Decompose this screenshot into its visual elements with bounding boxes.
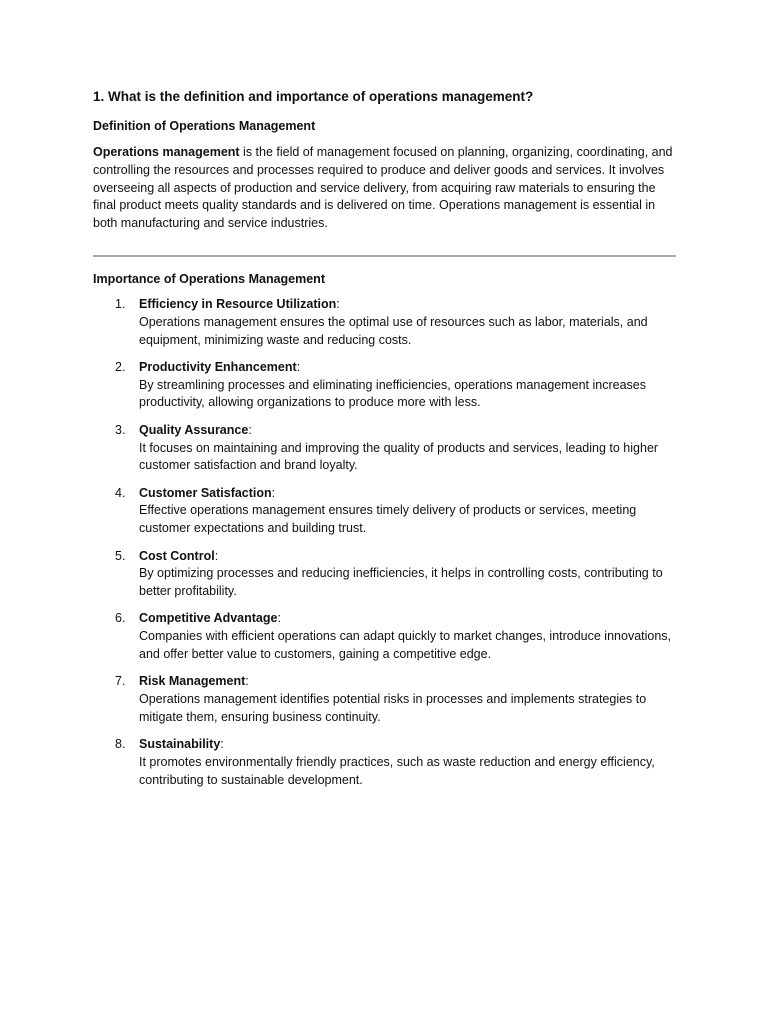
list-item-number: 1.: [115, 296, 126, 311]
list-item-description: It focuses on maintaining and improving the quality of products and services, leading to higher customer satisfaction and brand loyalty.: [139, 440, 659, 473]
list-item-title: Sustainability: [139, 737, 221, 752]
importance-list: [93, 296, 676, 790]
list-item-number: 5.: [115, 548, 126, 563]
list-item-title: Cost Control: [139, 548, 215, 563]
list-item-description: Effective operations management ensures timely delivery of products or services, meeting customer expectations and building trust.: [139, 503, 637, 536]
list-item-description: By streamlining processes and eliminating inefficiencies, operations management increases productivity, allowing organizations to produce more with less.: [139, 377, 646, 410]
list-item-description: Operations management ensures the optimal use of resources such as labor, materials, and equipment, minimizing waste and reducing costs.: [139, 314, 648, 347]
list-item-title: Customer Satisfaction: [139, 485, 272, 500]
list-item-number: 3.: [115, 422, 126, 437]
list-item-number: 8.: [115, 737, 126, 752]
list-item: 8. Sustainability: It promotes environmentally friendly practices, such as waste reduction and energy efficiency, contributing to sustainable development.: [93, 736, 676, 789]
section-divider: [93, 255, 676, 257]
list-item: 2. Productivity Enhancement: By streamlining processes and eliminating inefficiencies, operations management increases productivity, allowing organizations to produce more with less.: [93, 359, 676, 412]
list-item-description: Operations management identifies potential risks in processes and implements strategies to mitigate them, ensuring business continuity.: [139, 692, 647, 724]
list-item: 6. Competitive Advantage: Companies with efficient operations can adapt quickly to market changes, introduce innovations, and offer better value to customers, gaining a competitive edge.: [93, 610, 676, 663]
list-item: 4. Customer Satisfaction: Effective operations management ensures timely delivery of products or services, meeting customer expectations and building trust.: [93, 485, 676, 538]
list-item-number: 6.: [115, 611, 126, 626]
list-item: 7. Risk Management: Operations management identifies potential risks in processes and implements strategies to mitigate them, ensuring business continuity.: [93, 673, 676, 726]
list-item-number: 2.: [115, 359, 126, 374]
list-item-title: Productivity Enhancement: [139, 359, 297, 374]
list-item: 1. Efficiency in Resource Utilization: Operations management ensures the optimal use of resources such as labor, materials, and equipment, minimizing waste and reducing costs.: [93, 296, 676, 349]
list-item-number: 7.: [115, 674, 126, 689]
definition-heading: Definition of Operations Management: [93, 119, 316, 133]
list-item-title: Competitive Advantage: [139, 611, 278, 626]
definition-paragraph: [93, 144, 676, 233]
list-item-number: 4.: [115, 485, 126, 500]
question-title: 1. What is the definition and importance of operations management?: [93, 89, 534, 104]
list-item-title: Efficiency in Resource Utilization: [139, 296, 337, 311]
definition-body: is the field of management focused on planning, organizing, coordinating, and controlling the resources and processes required to produce and deliver goods and services. It involves overseeing all aspects of production and service delivery, from acquiring raw materials to ensuring the final product meets quality standards and is delivered on time. Operations management is essential in both manufacturing and service industries.: [93, 145, 673, 231]
list-item: 5. Cost Control: By optimizing processes and reducing inefficiencies, it helps in controlling costs, contributing to better profitability.: [93, 548, 676, 601]
list-item: 3. Quality Assurance: It focuses on maintaining and improving the quality of products and services, leading to higher customer satisfaction and brand loyalty.: [93, 422, 676, 475]
importance-heading: Importance of Operations Management: [93, 271, 325, 286]
list-item-description: By optimizing processes and reducing inefficiencies, it helps in controlling costs, contributing to better profitability.: [139, 566, 663, 599]
definition-lead-term: Operations management: [93, 145, 240, 159]
list-item-description: It promotes environmentally friendly practices, such as waste reduction and energy efficiency, contributing to sustainable development.: [139, 755, 655, 787]
list-item-title: Quality Assurance: [139, 422, 249, 437]
list-item-title: Risk Management: [139, 674, 246, 689]
list-item-description: Companies with efficient operations can adapt quickly to market changes, introduce innovations, and offer better value to customers, gaining a competitive edge.: [139, 629, 672, 662]
